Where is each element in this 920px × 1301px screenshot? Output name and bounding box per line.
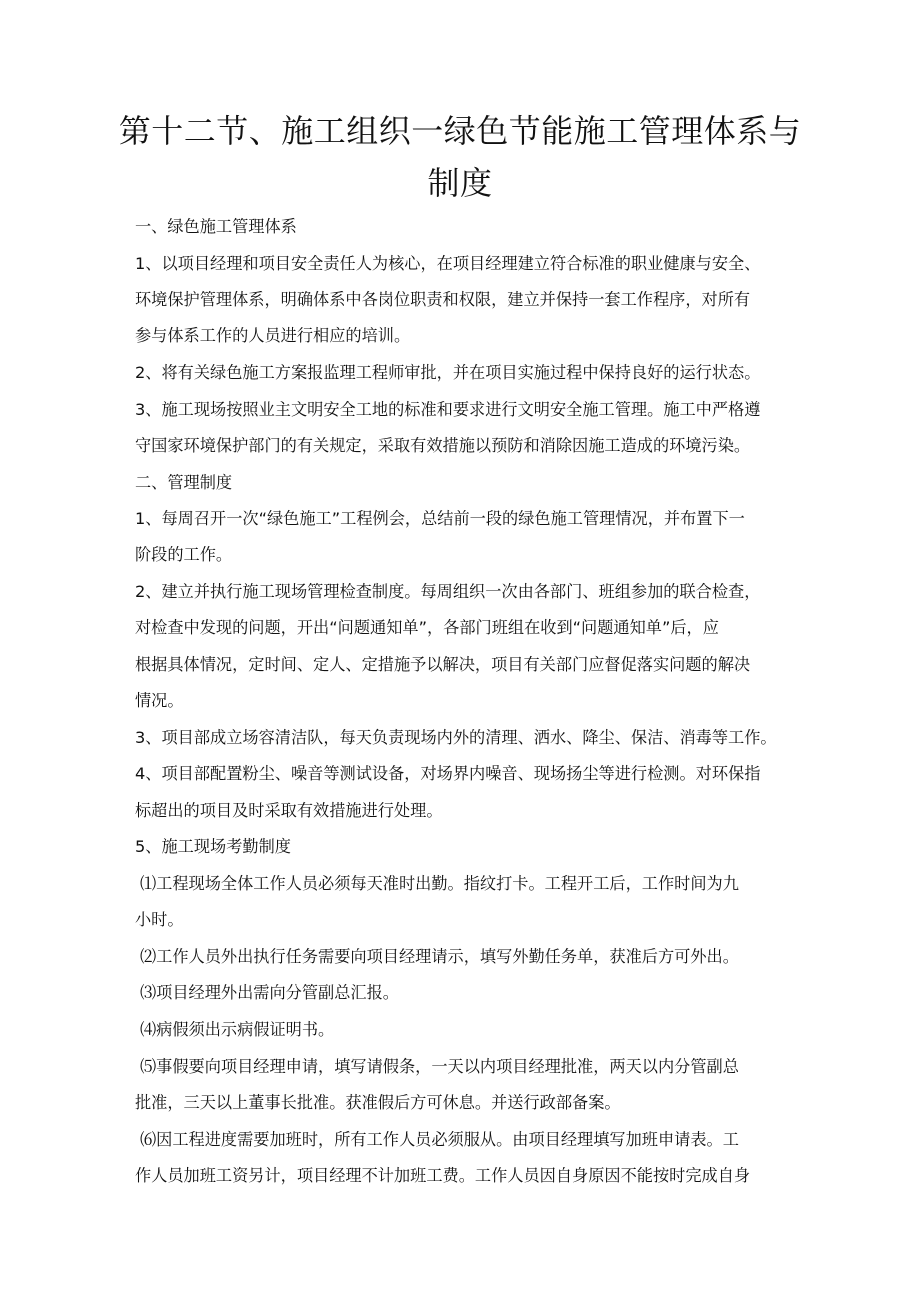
page-title-line-2: 制度 bbox=[427, 164, 493, 202]
list-item-line: 作人员加班工资另计，项目经理不计加班工费。工作人员因自身原因不能按时完成自身 bbox=[135, 1166, 751, 1185]
paragraph-line: 1、每周召开一次“绿色施工”工程例会，总结前一段的绿色施工管理情况，并布置下一 bbox=[135, 509, 745, 528]
list-item-line: ⑵工作人员外出执行任务需要向项目经理请示，填写外勤任务单，获准后方可外出。 bbox=[140, 947, 739, 966]
paragraph-line: 3、项目部成立场容清洁队，每天负责现场内外的清理、洒水、降尘、保洁、消毒等工作。 bbox=[135, 728, 777, 747]
list-item-line: ⑴工程现场全体工作人员必须每天准时出勤。指纹打卡。工程开工后，工作时间为九 bbox=[140, 874, 739, 893]
paragraph-line: 2、将有关绿色施工方案报监理工程师审批，并在项目实施过程中保持良好的运行状态。 bbox=[135, 363, 761, 382]
list-item-line: ⑸事假要向项目经理申请，填写请假条，一天以内项目经理批准，两天以内分管副总 bbox=[140, 1057, 739, 1076]
paragraph-line: 4、项目部配置粉尘、噪音等测试设备，对场界内噪音、现场扬尘等进行检测。对环保指 bbox=[135, 764, 761, 783]
paragraph-line: 3、施工现场按照业主文明安全工地的标准和要求进行文明安全施工管理。施工中严格遵 bbox=[135, 400, 761, 419]
page-title-line-1: 第十二节、施工组织一绿色节能施工管理体系与 bbox=[118, 112, 802, 150]
list-item-line: 批准，三天以上董事长批准。获准假后方可休息。并送行政部备案。 bbox=[135, 1093, 621, 1112]
paragraph-line: 阶段的工作。 bbox=[135, 545, 233, 564]
paragraph-line: 标超出的项目及时采取有效措施进行处理。 bbox=[135, 801, 443, 820]
paragraph-line: 环境保护管理体系，明确体系中各岗位职责和权限，建立并保持一套工作程序，对所有 bbox=[135, 290, 751, 309]
section-heading-green-system: 一、绿色施工管理体系 bbox=[135, 217, 297, 236]
paragraph-line: 根据具体情况，定时间、定人、定措施予以解决，项目有关部门应督促落实问题的解决 bbox=[135, 655, 751, 674]
list-item-line: ⑷病假须出示病假证明书。 bbox=[140, 1020, 335, 1039]
list-item-line: ⑶项目经理外出需向分管副总汇报。 bbox=[140, 983, 399, 1002]
list-item-line: 小时。 bbox=[135, 910, 184, 929]
list-item-line: ⑹因工程进度需要加班时，所有工作人员必须服从。由项目经理填写加班申请表。工 bbox=[140, 1130, 739, 1149]
paragraph-line: 对检查中发现的问题，开出“问题通知单”，各部门班组在收到“问题通知单”后，应 bbox=[135, 618, 719, 637]
paragraph-line: 参与体系工作的人员进行相应的培训。 bbox=[135, 326, 411, 345]
section-heading-management: 二、管理制度 bbox=[135, 473, 233, 492]
paragraph-line: 5、施工现场考勤制度 bbox=[135, 837, 291, 856]
paragraph-line: 1、以项目经理和项目安全责任人为核心，在项目经理建立符合标准的职业健康与安全、 bbox=[135, 254, 761, 273]
paragraph-line: 守国家环境保护部门的有关规定，采取有效措施以预防和消除因施工造成的环境污染。 bbox=[135, 436, 751, 455]
paragraph-line: 情况。 bbox=[135, 691, 184, 710]
paragraph-line: 2、建立并执行施工现场管理检查制度。每周组织一次由各部门、班组参加的联合检查， bbox=[135, 582, 761, 601]
